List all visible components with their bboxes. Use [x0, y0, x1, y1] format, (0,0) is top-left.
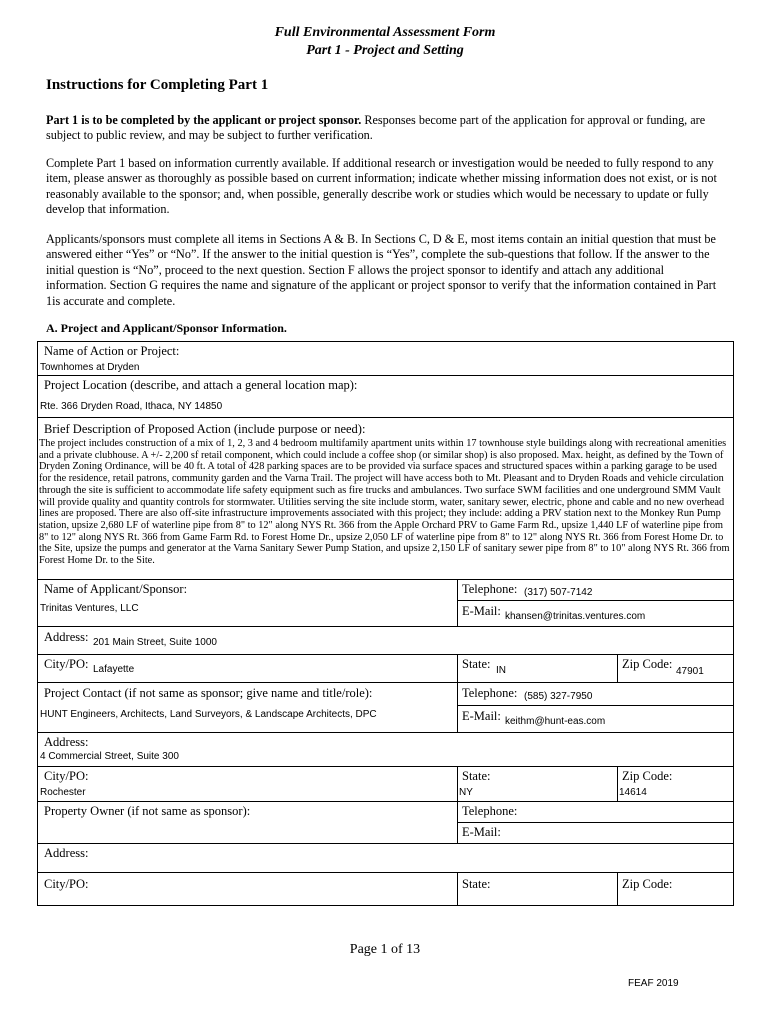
column-divider [617, 654, 618, 682]
owner-address-label: Address: [44, 846, 89, 860]
contact-zip-label: Zip Code: [622, 769, 673, 783]
applicant-zip-field[interactable]: 47901 [676, 666, 704, 677]
row-divider [38, 417, 733, 418]
row-divider [457, 705, 733, 706]
applicant-telephone-field[interactable]: (317) 507-7142 [524, 587, 593, 598]
applicant-city-field[interactable]: Lafayette [93, 664, 135, 675]
instructions-paragraph-1-bold: Part 1 is to be completed by the applicant or project sponsor. [46, 113, 362, 127]
contact-zip-field[interactable]: 14614 [619, 787, 647, 798]
applicant-email-label: E-Mail: [462, 604, 501, 618]
contact-email-field[interactable]: keithm@hunt-eas.com [505, 716, 606, 727]
owner-telephone-label: Telephone: [462, 804, 518, 818]
row-divider [38, 682, 733, 683]
contact-address-label: Address: [44, 735, 89, 749]
contact-city-field[interactable]: Rochester [40, 787, 86, 798]
row-divider [38, 626, 733, 627]
row-divider [38, 375, 733, 376]
column-divider [457, 766, 458, 801]
owner-zip-label: Zip Code: [622, 877, 673, 891]
applicant-address-field[interactable]: 201 Main Street, Suite 1000 [93, 637, 217, 648]
instructions-paragraph-1 [46, 113, 726, 144]
owner-email-label: E-Mail: [462, 825, 501, 839]
form-subtitle: Part 1 - Project and Setting [306, 43, 464, 58]
contact-state-field[interactable]: NY [459, 787, 473, 798]
applicant-city-label: City/PO: [44, 657, 89, 671]
row-divider [38, 766, 733, 767]
owner-city-label: City/PO: [44, 877, 89, 891]
project-name-field[interactable]: Townhomes at Dryden [40, 362, 140, 373]
project-contact-field[interactable]: HUNT Engineers, Architects, Land Surveyors, & Landscape Architects, DPC [40, 709, 377, 720]
project-location-field[interactable]: Rte. 366 Dryden Road, Ithaca, NY 14850 [40, 401, 223, 412]
row-divider [38, 872, 733, 873]
instructions-paragraph-3: Applicants/sponsors must complete all items in Sections A & B. In Sections C, D & E, most items contain an initial question that must be answered either “Yes” or “No”. If the answer to the initial question is “Yes”, complete the sub-questions that follow. If the answer to the initial question is “No”, proceed to the next question. Section F allows the project sponsor to identify and attach any additional information. Section G requires the name and signature of the applicant or project sponsor to verify that the information contained in Part 1is accurate and complete. [46, 232, 717, 308]
form-title: Full Environmental Assessment Form [274, 25, 496, 40]
column-divider [457, 682, 458, 732]
row-divider [38, 732, 733, 733]
contact-email-label: E-Mail: [462, 709, 501, 723]
applicant-email-field[interactable]: khansen@trinitas.ventures.com [505, 611, 646, 622]
project-name-label: Name of Action or Project: [44, 344, 180, 358]
column-divider [457, 579, 458, 626]
column-divider [457, 654, 458, 682]
row-divider [38, 654, 733, 655]
row-divider [38, 843, 733, 844]
applicant-address-label: Address: [44, 630, 89, 644]
instructions-paragraph-2: Complete Part 1 based on information currently available. If additional research or investigation would be needed to fully respond to any item, please answer as thoroughly as possible based on current information; indicate whether missing information does not exist, or is not reasonably available to the sponsor; and, when possible, generally describe work or studies which would be necessary to update or fully develop that information. [46, 156, 717, 217]
project-description-label: Brief Description of Proposed Action (include purpose or need): [44, 422, 366, 436]
instructions-heading: Instructions for Completing Part 1 [46, 77, 269, 93]
row-divider [457, 822, 733, 823]
applicant-state-field[interactable]: IN [496, 665, 506, 676]
contact-city-label: City/PO: [44, 769, 89, 783]
applicant-state-label: State: [462, 657, 491, 671]
form-code: FEAF 2019 [628, 978, 679, 989]
project-location-label: Project Location (describe, and attach a general location map): [44, 378, 358, 392]
property-owner-label: Property Owner (if not same as sponsor): [44, 804, 251, 818]
applicant-name-field[interactable]: Trinitas Ventures, LLC [40, 603, 139, 614]
column-divider [457, 801, 458, 843]
applicant-zip-label: Zip Code: [622, 657, 673, 671]
contact-state-label: State: [462, 769, 491, 783]
contact-address-field[interactable]: 4 Commercial Street, Suite 300 [40, 751, 179, 762]
column-divider [617, 872, 618, 905]
applicant-name-label: Name of Applicant/Sponsor: [44, 582, 188, 596]
section-a-form [37, 341, 734, 906]
instructions-paragraph-1-text: Responses become part of the application for approval or funding, are subject to public review, and may be subject to further verification. [46, 113, 706, 143]
row-divider [38, 801, 733, 802]
column-divider [457, 872, 458, 905]
row-divider [38, 579, 733, 580]
project-description-field[interactable]: The project includes construction of a mix of 1, 2, 3 and 4 bedroom multifamily apartment units within 17 townhouse style buildings along with recreational amenities and a private clubhouse. A +/- 2,200 sf retail component, which could include a coffee shop (or similar shop) is also proposed. Max. height, as defined by the Town of Dryden Zoning Ordinance, will be 40 ft. A total of 428 parking spaces are to be provided via surface spaces and structured spaces within a parking garage to be used for the residence, retail patrons, community garden and the Varna Trail. The project will have access both to Mt. Pleasant and to Dryden Roads and vehicle circulation through the site is sufficient to accommodate life safety equipment such as fire trucks and ambulances. Two surface SWM facilities and one underground SMM Vault will provide quality and quantity controls for stormwater. Utilities serving the site include storm, water, sanitary sewer, electric, phone and cable and no new overhead lines are proposed. There are also off-site infrastructure improvements associated with this project; they include: adding a PRV station next to the Monkey Run Pump station, upsize 2,680 LF of waterline pipe from 8" to 12" along NYS Rt. 366 from the Apple Orchard PRV to Game Farm Rd., upsize 1,440 LF of waterline pipe from 8" to 12" along NYS Rt. 366 from Game Farm Rd. to Forest Home Dr., upsize 2,050 LF of waterline pipe from 8" to 12" along NYS Rt. 366 from Forest Home Dr. to the Site, upsize the pumps and generator at the Varna Sanitary Sewer Pump Station, and upsize 2,150 LF of sanitary sewer pipe from 8" to 10" along NYS Rt. 366 from Forest Home Dr. to the Site. [39, 438, 730, 567]
section-a-heading: A. Project and Applicant/Sponsor Information. [46, 321, 287, 335]
page-number: Page 1 of 13 [349, 942, 421, 957]
project-contact-label: Project Contact (if not same as sponsor; give name and title/role): [44, 686, 373, 700]
contact-telephone-field[interactable]: (585) 327-7950 [524, 691, 593, 702]
owner-state-label: State: [462, 877, 491, 891]
column-divider [617, 766, 618, 801]
applicant-telephone-label: Telephone: [462, 582, 518, 596]
row-divider [457, 600, 733, 601]
contact-telephone-label: Telephone: [462, 686, 518, 700]
